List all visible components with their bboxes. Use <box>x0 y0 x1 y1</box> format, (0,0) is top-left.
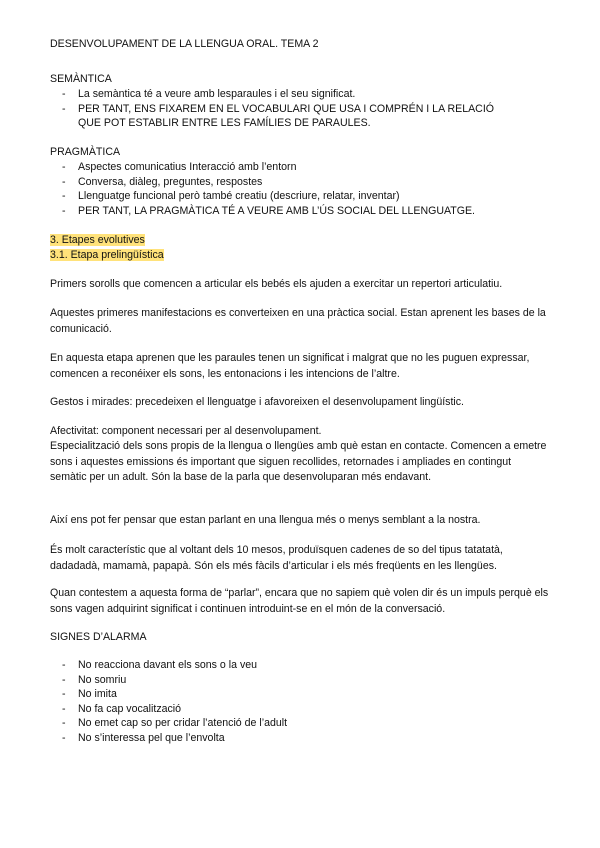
paragraph: Quan contestem a aquesta forma de “parlar”, encara que no sapiem què volen dir és un impuls perquè els sons vagen adquirint significat i continuen introduint-se en el món de la conversació. <box>50 587 549 615</box>
pragmatica-list <box>62 160 475 218</box>
section-heading: 3. Etapes evolutives <box>50 234 145 246</box>
paragraph: Afectivitat: component necessari per al desenvolupament. <box>50 425 322 437</box>
bullet-dash: - <box>62 204 66 217</box>
paragraph: Especialització dels sons propis de la llengua o llengües amb què estan en contacte. Comencen a emetre sons i aquestes emissions és important que siguen recollides, retornades i ampliades en contingut semàtic per un adult. Són la base de la parla que desenvoluparan més endavant. <box>50 440 547 483</box>
bullet-dash: - <box>62 731 66 744</box>
bullet-dash: - <box>62 190 66 203</box>
list-item: - No emet cap so per cridar l’atenció de l’adult <box>62 717 288 730</box>
paragraph: En aquesta etapa aprenen que les paraules tenen un significat i malgrat que no les puguen expressar, comencen a reconéixer els sons, les entonacions i les intencions de l’altre. <box>50 352 530 380</box>
pragmatica-heading: PRAGMÀTICA <box>50 146 121 158</box>
list-item: - PER TANT, ENS FIXAREM EN EL VOCABULARI QUE USA I COMPRÉN I LA RELACIÓ QUE POT ESTABLIR ENTRE LES FAMÍLIES DE PARAULES. <box>62 102 495 130</box>
bullet-dash: - <box>62 717 66 730</box>
list-item: - La semàntica té a veure amb lesparaules i el seu significat. <box>62 88 356 100</box>
paragraph: Gestos i mirades: precedeixen el llenguatge i afavoreixen el desenvolupament lingüístic. <box>50 396 464 408</box>
list-item: - No somriu <box>62 673 127 686</box>
list-item: - Aspectes comunicatius Interacció amb l’entorn <box>62 161 297 173</box>
bullet-dash: - <box>62 688 66 701</box>
list-item: - PER TANT, LA PRAGMÀTICA TÉ A VEURE AMB L’ÚS SOCIAL DEL LLENGUATGE. <box>62 204 475 217</box>
subsection-heading: 3.1. Etapa prelingüística <box>50 249 164 261</box>
paragraph: Primers sorolls que comencen a articular els bebés els ajuden a exercitar un repertori articulatiu. <box>50 278 503 290</box>
paragraph: Així ens pot fer pensar que estan parlant en una llengua més o menys semblant a la nostra. <box>50 514 481 526</box>
bullet-dash: - <box>62 659 66 671</box>
bullet-dash: - <box>62 161 66 173</box>
list-item: - No imita <box>62 688 117 701</box>
semantica-heading: SEMÀNTICA <box>50 73 112 85</box>
list-item: - No s’interessa pel que l’envolta <box>62 731 225 744</box>
paragraph: Aquestes primeres manifestacions es converteixen en una pràctica social. Estan aprenent les bases de la comunicació. <box>50 307 546 335</box>
list-item: - No reacciona davant els sons o la veu <box>62 659 258 671</box>
bullet-dash: - <box>62 702 66 715</box>
bullet-dash: - <box>62 88 66 100</box>
list-item: - No fa cap vocalització <box>62 702 182 715</box>
document-title: DESENVOLUPAMENT DE LA LLENGUA ORAL. TEMA 2 <box>50 38 319 50</box>
alarma-heading: SIGNES D’ALARMA <box>50 631 147 643</box>
bullet-dash: - <box>62 102 66 115</box>
bullet-dash: - <box>62 673 66 686</box>
semantica-list <box>62 87 518 131</box>
alarma-list <box>62 658 287 746</box>
list-item: - Conversa, diàleg, preguntes, respostes <box>62 175 263 188</box>
list-item: - Llenguatge funcional però també creatiu (descriure, relatar, inventar) <box>62 190 400 203</box>
paragraph: És molt característic que al voltant dels 10 mesos, produïsquen cadenes de so del tipus tatatatà, dadadadà, mamamà, papapà. Són els més fàcils d’articular i els més freqüents en les llengües. <box>50 544 503 572</box>
bullet-dash: - <box>62 175 66 188</box>
